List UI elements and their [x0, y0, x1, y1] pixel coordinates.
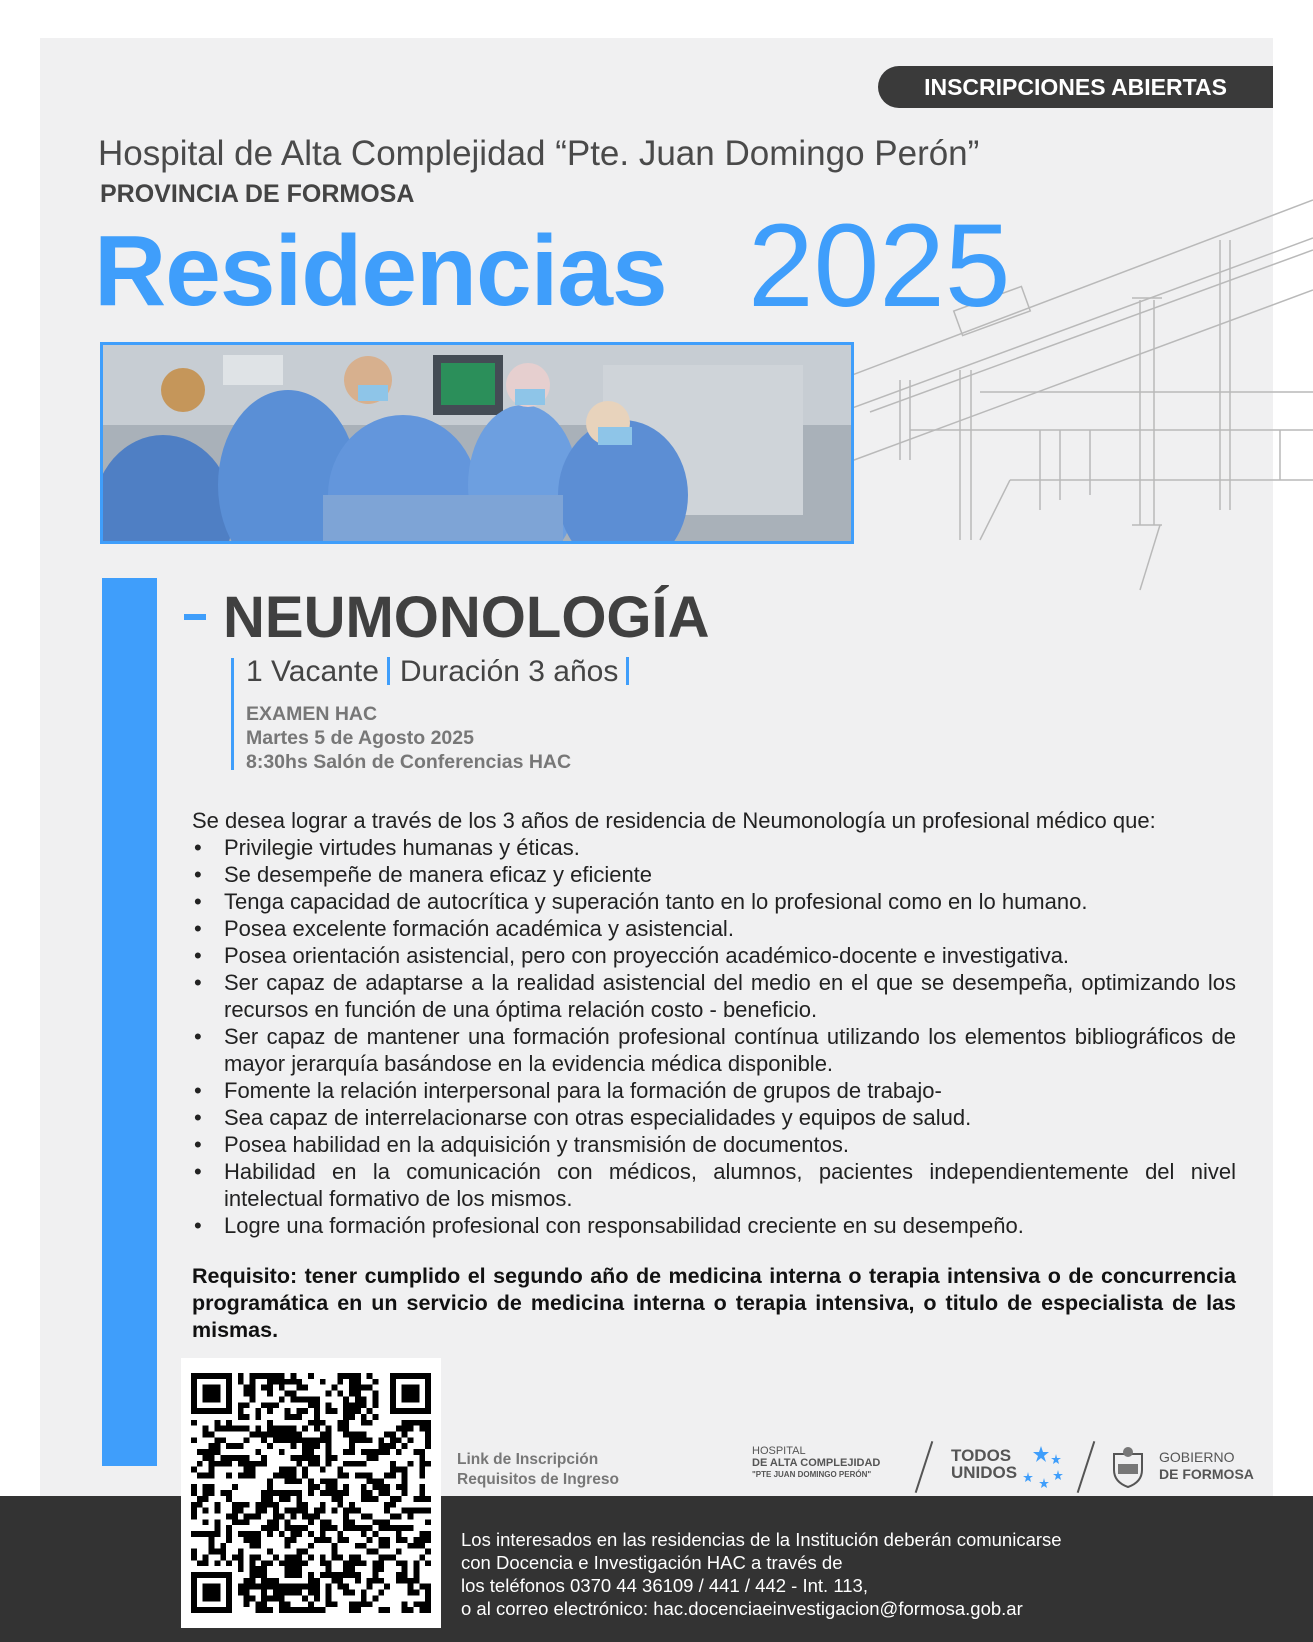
vacancy-row [246, 655, 639, 689]
list-item: • Se desempeñe de manera eficaz y eficiente [192, 861, 1236, 888]
info-divider [231, 658, 234, 770]
list-item: • Ser capaz de adaptarse a la realidad asistencial del medio en el que se desempeña, optimizando los recursos en función de una óptima relación costo - beneficio. [192, 969, 1236, 1023]
title-dash [184, 614, 206, 620]
inscription-link-label: Link de Inscripción [457, 1451, 599, 1468]
todos-unidos-stars-icon [1018, 1444, 1064, 1490]
qr-code-icon[interactable] [181, 1358, 441, 1628]
province-label: PROVINCIA DE FORMOSA [100, 180, 415, 208]
vacancy-count: 1 Vacante [246, 655, 379, 688]
contact-line: los teléfonos 0370 44 36109 / 441 / 442 - Int. 113, [461, 1575, 868, 1596]
list-item: • Habilidad en la comunicación con médicos, alumnos, pacientes independientemente del nivel intelectual formativo de los mismos. [192, 1158, 1236, 1212]
todos-unidos-logo [951, 1447, 1017, 1481]
hospital-name: Hospital de Alta Complejidad “Pte. Juan Domingo Perón” [98, 134, 980, 173]
separator [387, 657, 390, 685]
logo-text: DE FORMOSA [1159, 1466, 1254, 1482]
contact-info [461, 1528, 1062, 1620]
formosa-shield-icon [1110, 1446, 1146, 1488]
list-item: • Ser capaz de mantener una formación profesional contínua utilizando los elementos bibliográficos de mayor jerarquía basándose en la evidencia médica disponible. [192, 1023, 1236, 1077]
description-intro: Se desea lograr a través de los 3 años de residencia de Neumonología un profesional médico que: [192, 808, 1156, 833]
inscriptions-open-badge: INSCRIPCIONES ABIERTAS [878, 66, 1273, 108]
list-item: • Privilegie virtudes humanas y éticas. [192, 834, 1236, 861]
accent-bar [102, 578, 157, 1466]
requirement-text: Requisito: tener cumplido el segundo año de medicina interna o terapia intensiva o de concurrencia programática en un servicio de medicina interna o terapia intensiva, o titulo de especialista de las mismas. [192, 1264, 1236, 1342]
list-item: • Tenga capacidad de autocrítica y superación tanto en lo profesional como en lo humano. [192, 888, 1236, 915]
logo-text: TODOS [951, 1446, 1012, 1465]
logo-text: HOSPITAL [752, 1445, 806, 1457]
surgery-photo [100, 342, 854, 544]
separator [626, 657, 629, 685]
requirements-label: Requisitos de Ingreso [457, 1471, 619, 1488]
page-title: Residencias [94, 215, 667, 327]
title-year: 2025 [748, 200, 1011, 332]
list-item: • Fomente la relación interpersonal para la formación de grupos de trabajo- [192, 1077, 1236, 1104]
logo-text: "PTE JUAN DOMINGO PERÓN" [752, 1470, 872, 1479]
list-item: • Posea orientación asistencial, pero con proyección académico-docente e investigativa. [192, 942, 1236, 969]
list-item: • Logre una formación profesional con responsabilidad creciente en su desempeño. [192, 1212, 1236, 1239]
exam-info [246, 702, 571, 774]
contact-email: o al correo electrónico: hac.docenciaeinvestigacion@formosa.gob.ar [461, 1598, 1023, 1619]
logo-text: DE ALTA COMPLEJIDAD [752, 1457, 881, 1469]
contact-line: con Docencia e Investigación HAC a través de [461, 1552, 843, 1573]
objectives-list [192, 834, 1236, 1239]
duration: Duración 3 años [399, 655, 619, 688]
logo-text: GOBIERNO [1159, 1449, 1235, 1465]
list-item: • Sea capaz de interrelacionarse con otras especialidades y equipos de salud. [192, 1104, 1236, 1131]
contact-line: Los interesados en las residencias de la Institución deberán comunicarse [461, 1529, 1062, 1550]
exam-date: Martes 5 de Agosto 2025 [246, 727, 474, 749]
list-item: • Posea habilidad en la adquisición y transmisión de documentos. [192, 1131, 1236, 1158]
exam-title: EXAMEN HAC [246, 703, 378, 725]
inscription-link [457, 1450, 619, 1490]
specialty-title: NEUMONOLOGÍA [223, 585, 710, 650]
hospital-logo [752, 1445, 880, 1481]
list-item: • Posea excelente formación académica y asistencial. [192, 915, 1236, 942]
exam-place: 8:30hs Salón de Conferencias HAC [246, 751, 572, 773]
description [192, 807, 1236, 1239]
logo-text: UNIDOS [951, 1463, 1018, 1482]
gobierno-formosa-logo [1159, 1449, 1254, 1483]
